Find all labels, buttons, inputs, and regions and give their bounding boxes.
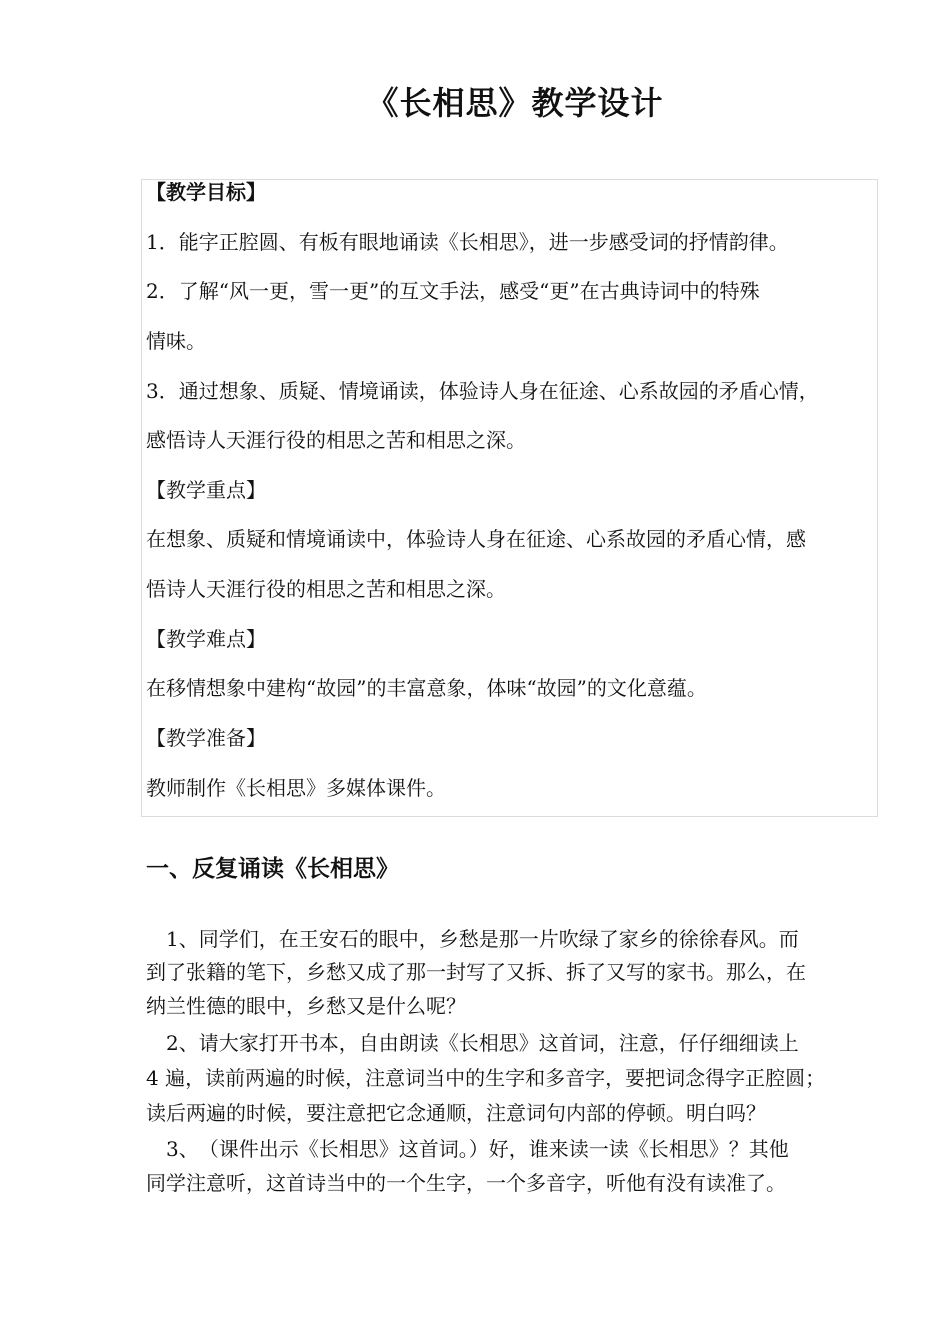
paragraph-2-line-1: 2、请大家打开书本，自由朗读《长相思》这首词，注意，仔仔细细读上 (146, 1031, 799, 1055)
objective-2-line-2: 情味。 (146, 329, 206, 353)
objective-1: 1．能字正腔圆、有板有眼地诵读《长相思》，进一步感受词的抒情韵律。 (146, 230, 789, 254)
section-1-heading: 一、反复诵读《长相思》 (146, 856, 399, 882)
paragraph-2-line-2: 4 遍，读前两遍的时候，注意词当中的生字和多音字，要把词念得字正腔圆； (146, 1066, 826, 1090)
key-points-line-2: 悟诗人天涯行役的相思之苦和相思之深。 (146, 577, 506, 601)
page-title: 《长相思》教学设计 (366, 84, 664, 122)
key-points-heading: 【教学重点】 (146, 478, 266, 502)
difficulties-heading: 【教学难点】 (146, 627, 266, 651)
paragraph-1-line-2: 到了张籍的笔下，乡愁又成了那一封写了又拆、拆了又写的家书。那么，在 (146, 960, 806, 984)
key-points-line-1: 在想象、质疑和情境诵读中，体验诗人身在征途、心系故园的矛盾心情，感 (146, 527, 806, 551)
preparation-line-1: 教师制作《长相思》多媒体课件。 (146, 776, 446, 800)
paragraph-1-line-3: 纳兰性德的眼中，乡愁又是什么呢？ (146, 994, 466, 1018)
preparation-heading: 【教学准备】 (146, 726, 266, 750)
paragraph-3-line-2: 同学注意听，这首诗当中的一个生字，一个多音字，听他有没有读准了。 (146, 1171, 786, 1195)
objectives-heading: 【教学目标】 (146, 180, 266, 204)
paragraph-3-line-1: 3、 （课件出示《长相思》这首词。）好，谁来读一读《长相思》？其他 (146, 1137, 789, 1161)
objective-2-line-1: 2．了解“风一更，雪一更”的互文手法，感受“更”在古典诗词中的特殊 (146, 279, 760, 303)
objective-3-line-2: 感悟诗人天涯行役的相思之苦和相思之深。 (146, 428, 526, 452)
paragraph-2-line-3: 读后两遍的时候，要注意把它念通顺，注意词句内部的停顿。明白吗？ (146, 1101, 766, 1125)
objective-3-line-1: 3．通过想象、质疑、情境诵读，体验诗人身在征途、心系故园的矛盾心情， (146, 379, 819, 403)
difficulties-line-1: 在移情想象中建构“故园”的丰富意象，体味“故园”的文化意蕴。 (146, 676, 707, 700)
paragraph-1-line-1: 1、同学们，在王安石的眼中，乡愁是那一片吹绿了家乡的徐徐春风。而 (146, 927, 799, 951)
